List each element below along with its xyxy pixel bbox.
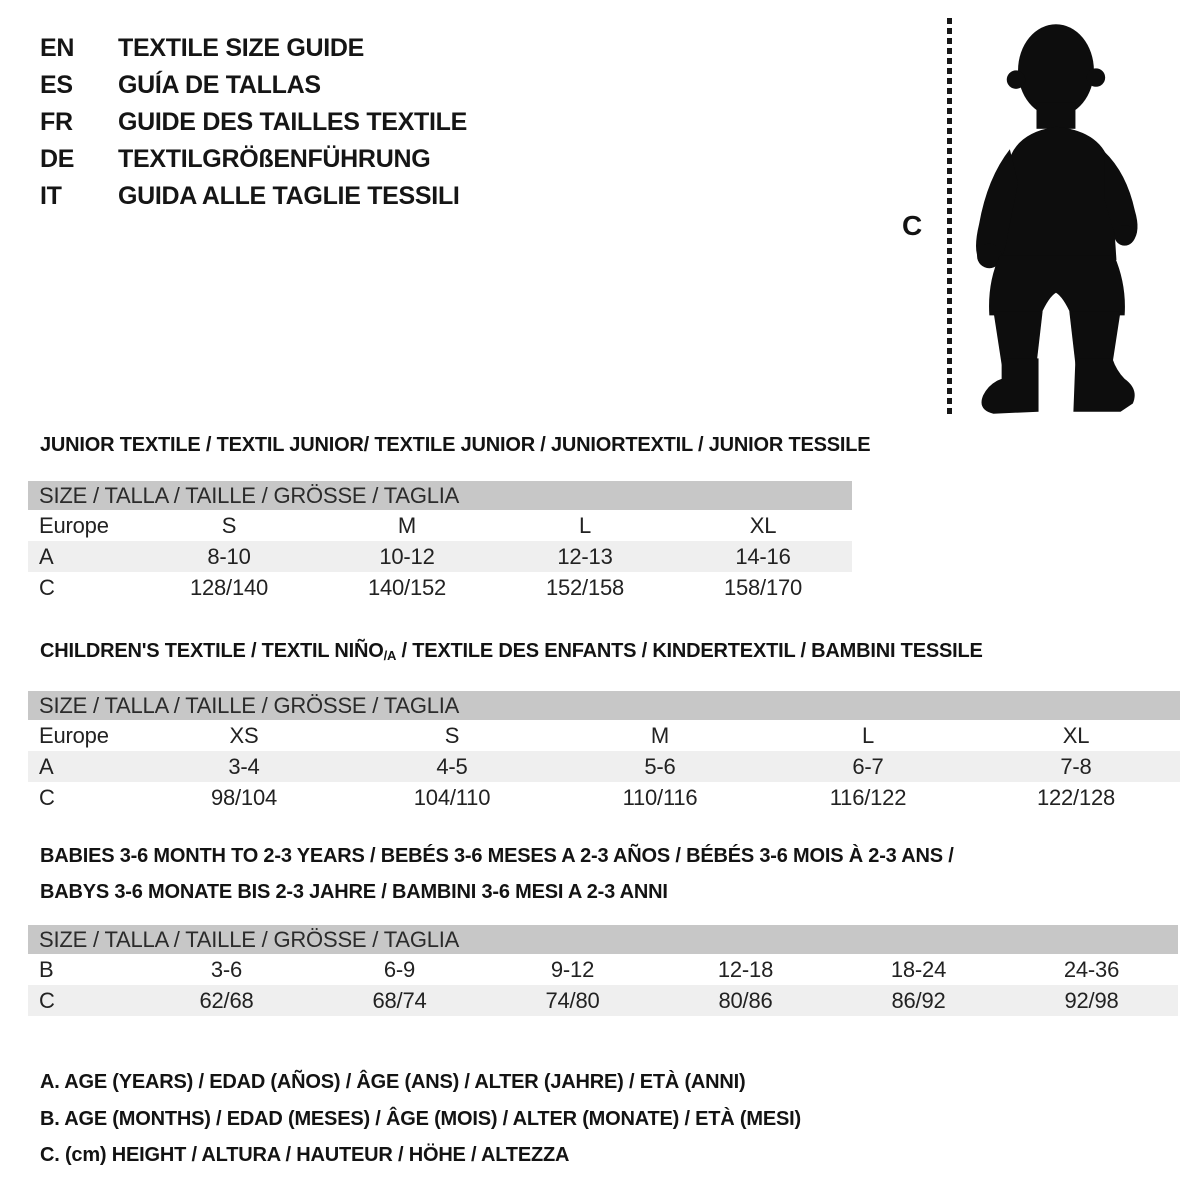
legend-height-cm: C. (cm) HEIGHT / ALTURA / HAUTEUR / HÖHE / ALTEZZA bbox=[40, 1144, 570, 1166]
table-cell: 110/116 bbox=[622, 785, 698, 810]
size-column-header: L bbox=[861, 723, 875, 748]
legend-age-months: B. AGE (MONTHS) / EDAD (MESES) / ÂGE (MOIS) / ALTER (MONATE) / ETÀ (MESI) bbox=[40, 1108, 801, 1130]
row-label: C bbox=[39, 785, 55, 810]
size-column-header: XS bbox=[229, 723, 259, 748]
table-cell: 68/74 bbox=[372, 988, 427, 1013]
table-row bbox=[28, 985, 1178, 1016]
language-code: ES bbox=[40, 71, 73, 99]
table-cell: 4-5 bbox=[436, 754, 468, 779]
junior-section-title: JUNIOR TEXTILE / TEXTIL JUNIOR/ TEXTILE JUNIOR / JUNIORTEXTIL / JUNIOR TESSILE bbox=[40, 434, 871, 456]
size-column-header: S bbox=[221, 513, 237, 538]
children-title-sub: /A bbox=[383, 648, 397, 663]
table-cell: 86/92 bbox=[891, 988, 946, 1013]
language-label: TEXTILE SIZE GUIDE bbox=[118, 34, 365, 62]
table-cell: 158/170 bbox=[723, 575, 803, 600]
table-cell: 10-12 bbox=[379, 544, 435, 569]
children-title-pre: CHILDREN'S TEXTILE / TEXTIL NIÑO bbox=[40, 640, 384, 662]
table-cell: 116/122 bbox=[829, 785, 907, 810]
legend-age-years: A. AGE (YEARS) / EDAD (AÑOS) / ÂGE (ANS) / ALTER (JAHRE) / ETÀ (ANNI) bbox=[40, 1071, 746, 1093]
language-row bbox=[40, 145, 430, 174]
table-cell: 152/158 bbox=[545, 575, 625, 600]
size-header-bar: SIZE / TALLA / TAILLE / GRÖSSE / TAGLIA bbox=[28, 691, 1180, 720]
row-label: C bbox=[39, 988, 55, 1013]
table-cell: 24-36 bbox=[1063, 957, 1120, 982]
language-row bbox=[40, 71, 321, 100]
region-label: Europe bbox=[39, 723, 109, 748]
children-title-post: / TEXTILE DES ENFANTS / KINDERTEXTIL / BAMBINI TESSILE bbox=[396, 640, 983, 662]
table-cell: 14-16 bbox=[735, 544, 791, 569]
language-row bbox=[40, 34, 364, 63]
language-code: FR bbox=[40, 108, 73, 136]
language-code: DE bbox=[40, 145, 75, 173]
children-section-title bbox=[40, 640, 983, 663]
size-header-bar: SIZE / TALLA / TAILLE / GRÖSSE / TAGLIA bbox=[28, 481, 852, 510]
table-cell: 3-4 bbox=[228, 754, 260, 779]
size-column-header: L bbox=[578, 513, 592, 538]
language-label: GUIDA ALLE TAGLIE TESSILI bbox=[118, 182, 460, 210]
table-cell: 92/98 bbox=[1064, 988, 1119, 1013]
language-code: EN bbox=[40, 34, 75, 62]
row-label: B bbox=[39, 957, 54, 982]
table-cell: 3-6 bbox=[210, 957, 243, 982]
language-row bbox=[40, 182, 460, 211]
language-label: GUÍA DE TALLAS bbox=[118, 71, 321, 99]
height-measure-label: C bbox=[902, 210, 923, 241]
size-header-bar: SIZE / TALLA / TAILLE / GRÖSSE / TAGLIA bbox=[28, 925, 1178, 954]
table-row bbox=[28, 751, 1180, 782]
table-cell: 140/152 bbox=[367, 575, 447, 600]
table-cell: 122/128 bbox=[1036, 785, 1116, 810]
table-cell: 7-8 bbox=[1060, 754, 1092, 779]
size-column-header: XL bbox=[749, 513, 777, 538]
table-cell: 62/68 bbox=[199, 988, 254, 1013]
table-cell: 12-18 bbox=[717, 957, 774, 982]
region-label: Europe bbox=[39, 513, 109, 538]
table-cell: 98/104 bbox=[210, 785, 278, 810]
table-cell: 6-9 bbox=[383, 957, 416, 982]
size-column-header: M bbox=[397, 513, 417, 538]
row-label: C bbox=[39, 575, 55, 600]
language-label: TEXTILGRÖßENFÜHRUNG bbox=[118, 145, 431, 173]
table-cell: 18-24 bbox=[890, 957, 947, 982]
table-cell: 6-7 bbox=[852, 754, 884, 779]
size-column-header: M bbox=[650, 723, 670, 748]
table-cell: 104/110 bbox=[413, 785, 491, 810]
row-label: A bbox=[39, 544, 54, 569]
table-cell: 12-13 bbox=[557, 544, 613, 569]
junior-size-table bbox=[28, 481, 852, 603]
height-measure-dashed-line bbox=[947, 18, 952, 418]
table-row bbox=[28, 782, 1180, 813]
language-label: GUIDE DES TAILLES TEXTILE bbox=[118, 108, 468, 136]
language-code: IT bbox=[40, 182, 62, 210]
table-cell: 128/140 bbox=[189, 575, 269, 600]
row-label: A bbox=[39, 754, 54, 779]
columns-header-row bbox=[28, 510, 852, 541]
table-cell: 9-12 bbox=[550, 957, 595, 982]
babies-size-table bbox=[28, 925, 1178, 1016]
table-row bbox=[28, 541, 852, 572]
language-row bbox=[40, 108, 467, 137]
table-cell: 74/80 bbox=[545, 988, 600, 1013]
children-size-table bbox=[28, 691, 1180, 813]
table-row bbox=[28, 572, 852, 603]
columns-header-row bbox=[28, 720, 1180, 751]
size-column-header: XL bbox=[1062, 723, 1090, 748]
babies-section-title-line2: BABYS 3-6 MONATE BIS 2-3 JAHRE / BAMBINI 3-6 MESI A 2-3 ANNI bbox=[40, 881, 668, 903]
table-cell: 8-10 bbox=[207, 544, 251, 569]
table-cell: 5-6 bbox=[644, 754, 676, 779]
table-cell: 80/86 bbox=[718, 988, 773, 1013]
babies-section-title-line1: BABIES 3-6 MONTH TO 2-3 YEARS / BEBÉS 3-6 MESES A 2-3 AÑOS / BÉBÉS 3-6 MOIS À 2-3 ANS / bbox=[40, 845, 954, 867]
toddler-silhouette-image bbox=[960, 14, 1155, 424]
size-column-header: S bbox=[444, 723, 460, 748]
table-row bbox=[28, 954, 1178, 985]
